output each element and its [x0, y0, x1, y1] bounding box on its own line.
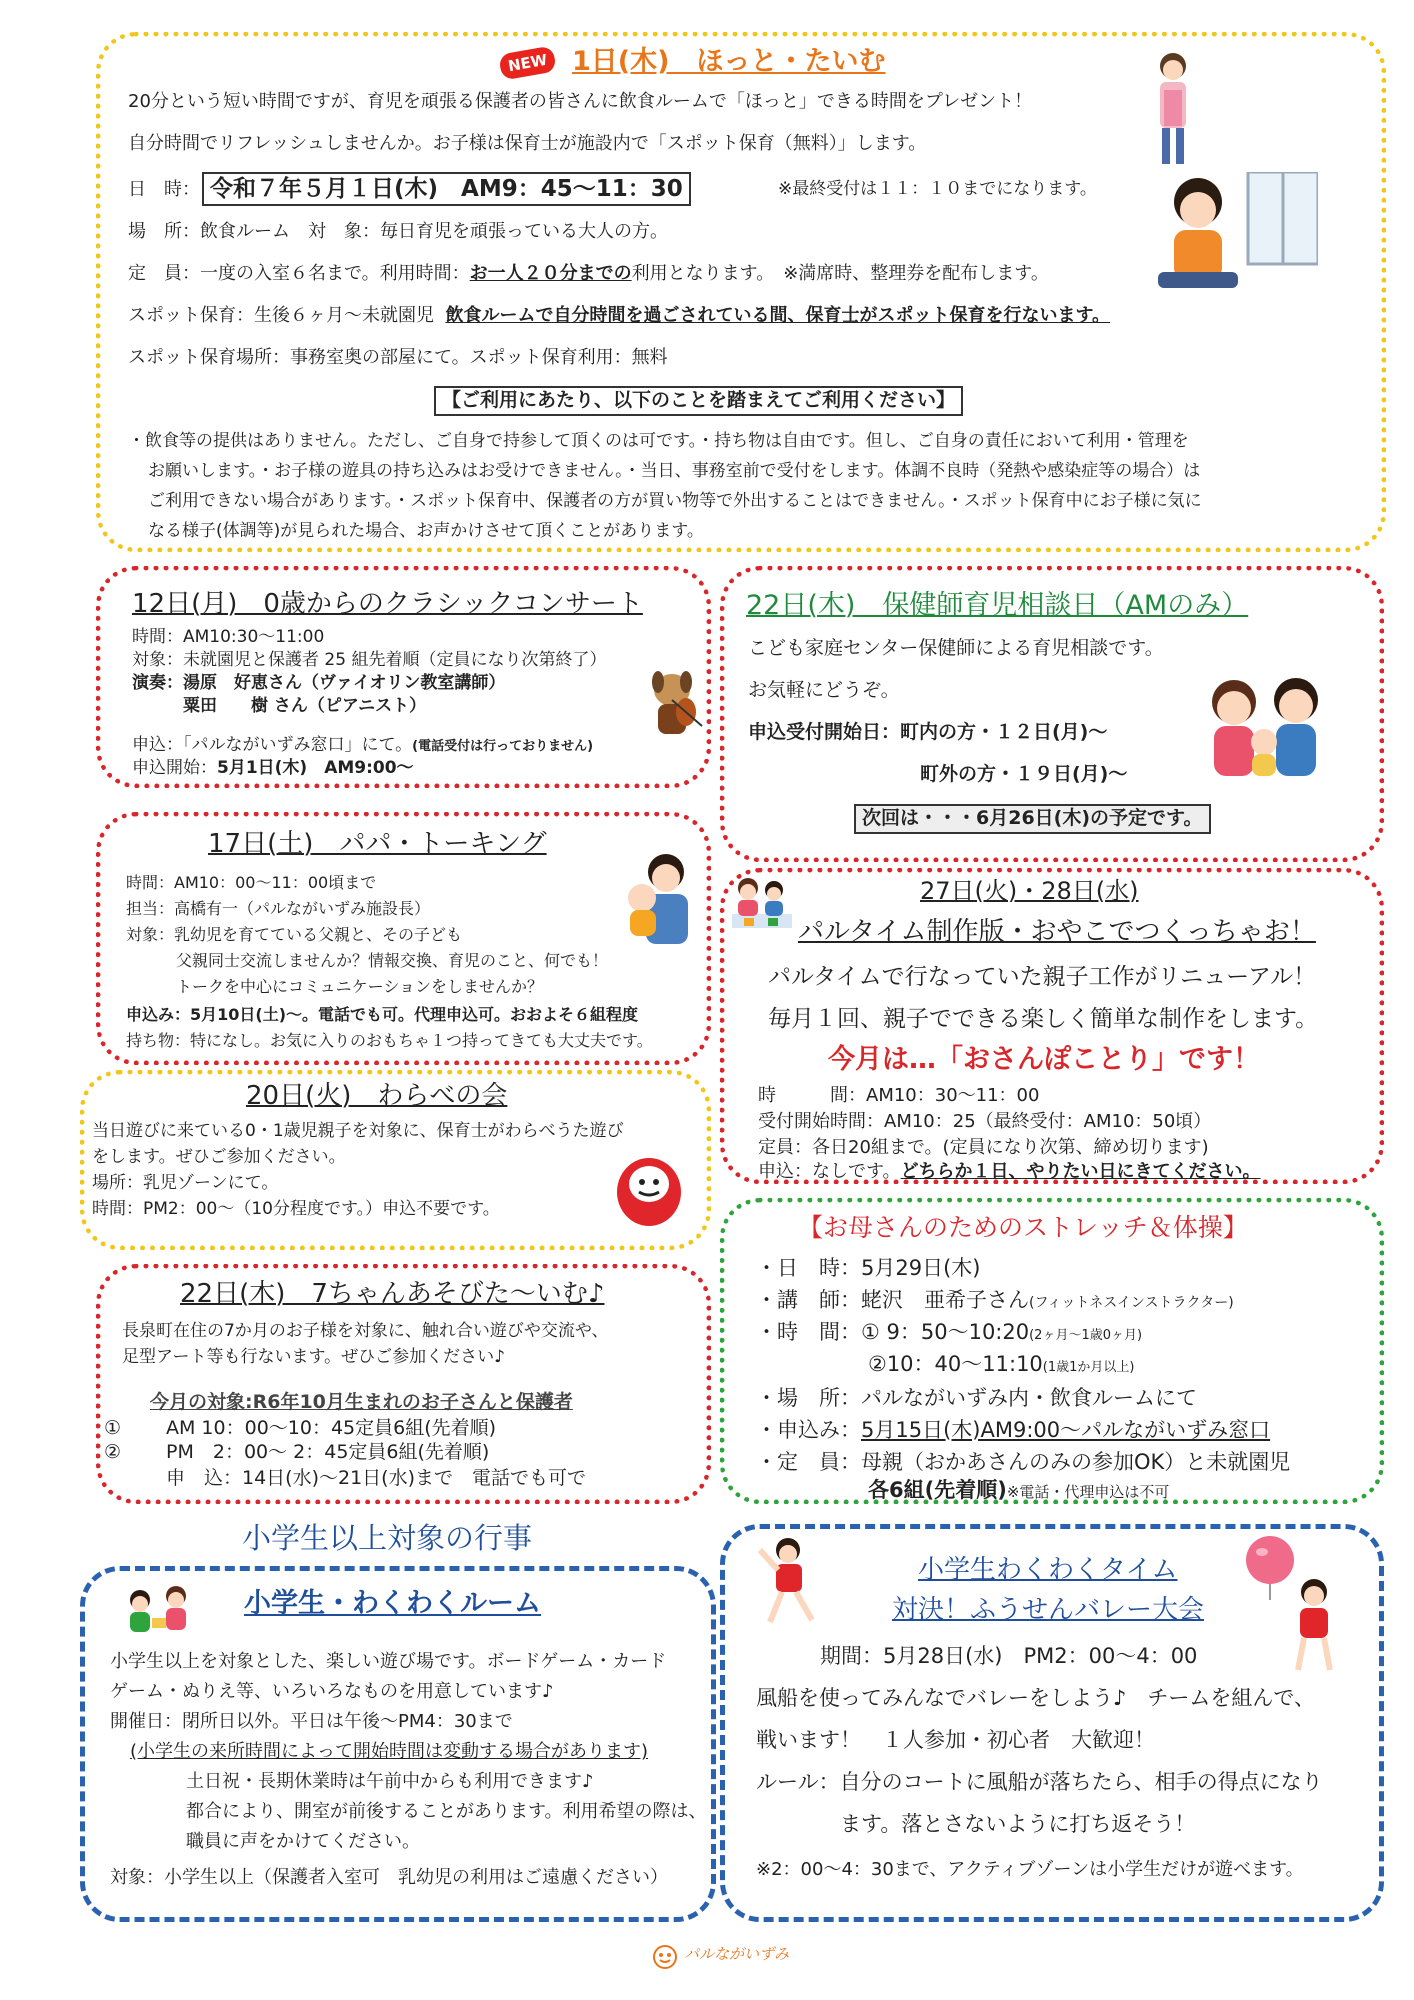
consult-l2: お気軽にどうぞ。 — [748, 679, 900, 701]
hotto-date-value: 令和７年５月１日(木) AM9：45～11：30 — [202, 172, 691, 206]
craft-reception: 受付開始時間：AM10：25（最終受付：AM10：50頃） — [758, 1111, 1212, 1132]
stretch-capacity: ・定 員：母親（おかあさんのみの参加OK）と未就園児 — [756, 1450, 1291, 1474]
craft-apply-b: どちらか１日、やりたい日にきてください。 — [900, 1161, 1261, 1182]
warabe-l2: をします。ぜひご参加ください。 — [92, 1147, 346, 1167]
concert-apply-text: 申込：「パルながいずみ窓口」にて。 — [132, 735, 413, 755]
stretch-teacher-note: (フィットネスインストラクター) — [1029, 1295, 1234, 1311]
warabe-l1: 当日遊びに来ている0・1歳児親子を対象に、保育士がわらべうた遊び — [92, 1121, 624, 1141]
elementary-l8: 対象：小学生以上（保護者入室可 乳幼児の利用はご遠慮ください） — [110, 1867, 668, 1888]
seven-s2: PM 2：00～ 2：45定員6組(先着順) — [166, 1441, 490, 1463]
papa-apply: 申込み：5月10日(土)～。電話でも可。代理申込可。おおよそ６組程度 — [126, 1005, 639, 1024]
warabe-title: 20日(火) わらべの会 — [246, 1081, 508, 1111]
father-child-illustration — [618, 848, 698, 948]
stretch-teacher — [756, 1288, 1234, 1312]
seven-s1-num: ① — [104, 1417, 122, 1439]
volley-l2: 戦います！ １人参加・初心者 大歓迎！ — [756, 1728, 1155, 1752]
stretch-capacity-2 — [868, 1478, 1169, 1502]
stretch-title: 【お母さんのためのストレッチ＆体操】 — [798, 1213, 1248, 1242]
hotto-notice-title: 【ご利用にあたり、以下のことを踏まえてご利用ください】 — [434, 386, 963, 416]
hotto-intro-1: 20分という短い時間ですが、育児を頑張る保護者の皆さんに飲食ルームで「ほっと」できる時間をプレゼント！ — [128, 91, 1033, 112]
stretch-apply — [756, 1418, 1270, 1442]
papa-time: 時間：AM10：00～11：00頃まで — [126, 873, 377, 892]
hotto-spot-place: スポット保育場所：事務室奥の部屋にて。スポット保育利用：無料 — [128, 347, 668, 368]
volley-note: ※2：00～4：30まで、アクティブゾーンは小学生だけが遊べます。 — [756, 1859, 1304, 1880]
seven-target: 今月の対象:R6年10月生まれのお子さんと保護者 — [150, 1391, 573, 1413]
hotto-date-label: 日 時： — [128, 179, 200, 200]
craft-capacity: 定員：各日20組まで。(定員になり次第、締め切ります) — [758, 1137, 1209, 1158]
violin-dog-illustration — [642, 668, 706, 740]
volley-title-2: 対決！ふうせんバレー大会 — [892, 1595, 1205, 1625]
seven-l2: 足型アート等も行ないます。ぜひご参加ください♪ — [122, 1347, 505, 1367]
papa-target-3: トークを中心にコミュニケーションをしませんか？ — [176, 977, 544, 996]
concert-start — [132, 759, 414, 779]
hotto-title: 1日(木) ほっと・たいむ — [572, 46, 886, 77]
craft-time: 時 間：AM10：30～11：00 — [758, 1085, 1040, 1106]
hotto-intro-2: 自分時間でリフレッシュしませんか。お子様は保育士が施設内で「スポット保育（無料）」します。 — [128, 133, 927, 154]
volley-player-left-illustration — [754, 1530, 834, 1630]
stretch-time1-value: ・時 間：① 9：50～10:20 — [756, 1320, 1030, 1344]
papa-target-2: 父親同士交流しませんか？情報交換、育児のこと、何でも！ — [176, 951, 609, 970]
stretch-capacity2-note: ※電話・代理申込は不可 — [1006, 1483, 1170, 1501]
pal-logo-icon — [652, 1944, 678, 1970]
seven-apply: 申 込：14日(水)～21日(水)まで 電話でも可で — [166, 1467, 587, 1489]
family-illustration — [1196, 672, 1336, 782]
consult-l1: こども家庭センター保健師による育児相談です。 — [748, 637, 1164, 659]
elementary-l4: (小学生の来所時間によって開始時間は変動する場合があります) — [130, 1741, 649, 1762]
craft-apply-a: 申込：なしです。 — [758, 1161, 901, 1182]
craft-kids-illustration — [730, 870, 794, 936]
elementary-l6: 都合により、開室が前後することがあります。利用希望の際は、 — [186, 1801, 707, 1822]
elementary-section-title: 小学生以上対象の行事 — [242, 1521, 533, 1555]
craft-l2: 毎月１回、親子でできる楽しく簡単な制作をします。 — [768, 1006, 1319, 1032]
volley-l4: ます。落とさないように打ち返そう！ — [840, 1812, 1196, 1836]
hotto-date-note: ※最終受付は１１：１０までになります。 — [778, 179, 1097, 199]
concert-time: 時間：AM10:30～11:00 — [132, 627, 325, 647]
stretch-time1-note: (2ヶ月～1歳0ヶ月) — [1029, 1328, 1143, 1343]
stretch-apply-b: 5月15日(木)AM9:00～パルながいずみ窓口 — [861, 1418, 1271, 1442]
papa-staff: 担当：高橋有一（パルながいずみ施設長） — [126, 899, 431, 918]
concert-start-b: 5月1日(木) AM9:00～ — [217, 758, 414, 778]
elementary-title: 小学生・わくわくルーム — [244, 1588, 541, 1619]
concert-performer-2: 粟田 樹 さん（ピアニスト） — [132, 696, 427, 716]
craft-title-2: パルタイム制作版・おやこでつくっちゃお！ — [798, 917, 1316, 947]
volley-player-right-illustration — [1284, 1574, 1344, 1674]
stretch-time-1 — [756, 1320, 1142, 1344]
new-badge: NEW — [498, 45, 557, 80]
capacity-c: 利用となります。 ※満席時、整理券を配布します。 — [631, 263, 1049, 284]
concert-performer-1: 演奏：湯原 好恵さん（ヴァイオリン教室講師） — [132, 673, 506, 693]
hotto-capacity — [128, 264, 1049, 285]
hotto-notice-l2: お願いします。・お子様の遊具の持ち込みはお受けできません。・当日、事務室前で受付をします。体調不良時（発熱や感染症等の場合）は — [148, 461, 1201, 481]
stretch-capacity2-value: 各6組(先着順) — [868, 1478, 1007, 1502]
seven-l1: 長泉町在住の7か月のお子様を対象に、触れ合い遊びや交流や、 — [122, 1321, 609, 1341]
papa-bring: 持ち物：特になし。お気に入りのおもちゃ１つ持ってきても大丈夫です。 — [126, 1031, 653, 1050]
warabe-l4: 時間：PM2：00～（10分程度です。）申込不要です。 — [92, 1199, 500, 1219]
capacity-b: お一人２０分までの — [469, 263, 632, 284]
craft-l3: 今月は…「おさんぽことり」です！ — [828, 1044, 1260, 1075]
craft-title-1: 27日(火)・28日(水) — [920, 877, 1139, 905]
staff-woman-illustration — [1148, 50, 1198, 170]
hotto-spot — [128, 306, 1110, 327]
spot-b: 飲食ルームで自分時間を過ごされている間、保育士がスポット保育を行ないます。 — [445, 305, 1111, 326]
elementary-l2: ゲーム・ぬりえ等、いろいろなものを用意しています♪ — [110, 1681, 554, 1702]
concert-start-a: 申込開始： — [132, 758, 217, 778]
seven-title: 22日(木) 7ちゃんあそびた～いむ♪ — [180, 1279, 605, 1309]
volley-l3: ルール：自分のコートに風船が落ちたら、相手の得点になり — [756, 1770, 1323, 1794]
concert-apply-note: (電話受付は行っておりません) — [412, 739, 594, 754]
elementary-l7: 職員に声をかけてください。 — [186, 1831, 420, 1852]
stretch-time-2 — [868, 1352, 1134, 1376]
volley-l1: 風船を使ってみんなでバレーをしよう♪ チームを組んで、 — [756, 1686, 1315, 1710]
seven-s2-num: ② — [104, 1441, 122, 1463]
papa-title: 17日(土) パパ・トーキング — [208, 829, 547, 859]
hotto-place: 場 所：飲食ルーム 対 象：毎日育児を頑張っている大人の方。 — [128, 221, 668, 242]
hotto-notice-l1: ・飲食等の提供はありません。ただし、ご自身で持参して頂くのは可です。・持ち物は自由です。但し、ご自身の責任において利用・管理を — [128, 431, 1189, 451]
papa-target-1: 対象：乳幼児を育てている父親と、その子ども — [126, 925, 463, 944]
elementary-l5: 土日祝・長期休業時は午前中からも利用できます♪ — [186, 1771, 594, 1792]
consult-l4: 町外の方・１９日(月)～ — [920, 763, 1128, 785]
stretch-place: ・場 所：パルながいずみ内・飲食ルームにて — [756, 1386, 1197, 1410]
concert-title: 12日(月) 0歳からのクラシックコンサート — [132, 589, 643, 619]
consult-l3: 申込受付開始日：町内の方・１２日(月)～ — [748, 721, 1108, 743]
hotto-notice-l4: なる様子(体調等)が見られた場合、お声かけさせて頂くことがあります。 — [148, 521, 704, 541]
daruma-illustration — [614, 1150, 684, 1228]
stretch-apply-a: ・申込み： — [756, 1418, 861, 1442]
stretch-time2-value: ②10：40～11:10 — [868, 1352, 1043, 1376]
stretch-teacher-name: ・講 師：蛯沢 亜希子さん — [756, 1288, 1029, 1312]
elementary-l1: 小学生以上を対象とした、楽しい遊び場です。ボードゲーム・カード — [110, 1651, 667, 1672]
relaxing-woman-illustration — [1148, 172, 1318, 302]
stretch-time2-note: (1歳1か月以上) — [1042, 1360, 1135, 1375]
concert-target: 対象：未就園児と保護者 25 組先着順（定員になり次第終了） — [132, 650, 607, 670]
kids-playing-illustration — [124, 1584, 194, 1640]
consult-next: 次回は・・・6月26日(木)の予定です。 — [854, 804, 1211, 834]
volley-title-1: 小学生わくわくタイム — [918, 1555, 1178, 1585]
capacity-a: 定 員：一度の入室６名まで。利用時間： — [128, 263, 470, 284]
elementary-l3: 開催日：閉所日以外。平日は午後～PM4：30まで — [110, 1711, 513, 1732]
stretch-date: ・日 時：5月29日(木) — [756, 1256, 981, 1280]
warabe-l3: 場所：乳児ゾーンにて。 — [92, 1173, 279, 1193]
footer-logo-text: パルながいずみ — [684, 1945, 790, 1963]
volley-period: 期間：5月28日(水) PM2：00～4：00 — [820, 1644, 1198, 1668]
seven-s1: AM 10：00～10：45定員6組(先着順) — [166, 1417, 497, 1439]
concert-apply — [132, 736, 593, 756]
craft-l1: パルタイムで行なっていた親子工作がリニューアル！ — [768, 964, 1317, 990]
craft-apply — [758, 1162, 1261, 1183]
consult-title: 22日(木) 保健師育児相談日（AMのみ） — [746, 590, 1249, 621]
spot-a: スポット保育：生後６ヶ月～未就園児 — [128, 305, 434, 326]
hotto-notice-l3: ご利用できない場合があります。・スポット保育中、保護者の方が買い物等で外出することはできません。・スポット保育中にお子様に気に — [148, 491, 1202, 511]
